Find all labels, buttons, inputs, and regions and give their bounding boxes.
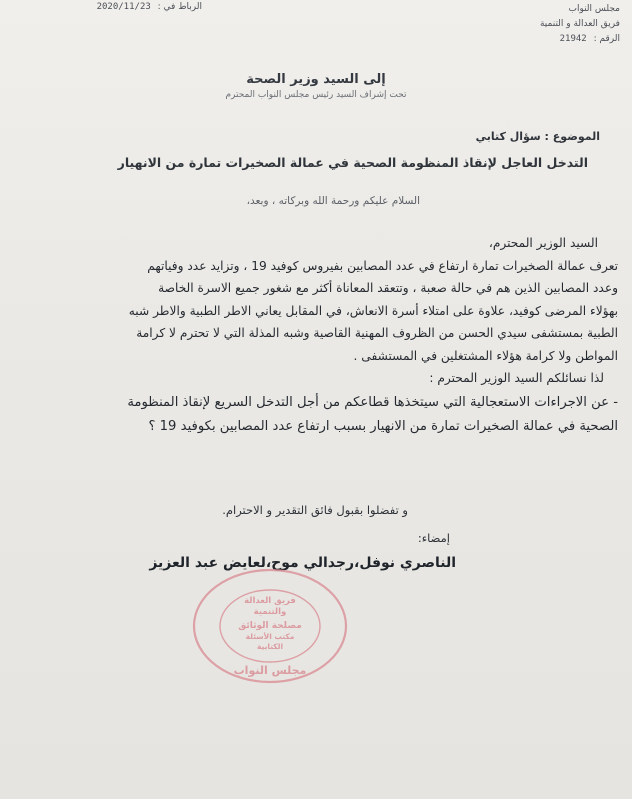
question-line: الصحية في عمالة الصخيرات تمارة من الانهيار بسبب ارتفاع عدد المصابين بكوفيد 19 ؟ <box>148 418 618 434</box>
parliament-stamp <box>190 566 350 686</box>
institution-name: مجلس النواب <box>568 4 620 14</box>
letter-date: 2020/11/23 <box>96 2 151 12</box>
group-name: فريق العدالة و التنمية <box>539 19 620 29</box>
city-label: الرباط في : <box>157 2 202 12</box>
stamp-line: فريق العدالة <box>244 596 296 606</box>
body-line: المواطن ولا كرامة هؤلاء المشتغلين في المستشفى . <box>353 348 618 363</box>
stamp-line: مكتب الأسئلة <box>245 632 295 641</box>
subject-label: الموضوع : سؤال كتابي <box>475 130 600 143</box>
stamp-line: مصلحة الوثائق <box>238 621 302 631</box>
signatories: الناصري نوفل،رجدالي موح،لعايض عبد العزيز <box>149 555 456 571</box>
recipient-block <box>0 72 632 100</box>
recipient-title: إلى السيد وزير الصحة <box>246 72 386 87</box>
reference-label: الرقم : <box>593 34 620 44</box>
closing-formula: و تفضلوا بقبول فائق التقدير و الاحترام. <box>222 503 408 517</box>
signature-label: إمضاء: <box>417 531 450 545</box>
body-line: الطبية بمستشفى سيدي الحسن من الظروف المهنية القاصية وشبه المذلة التي لا تحترم لا كرامة <box>136 326 618 340</box>
reference-line <box>480 32 620 47</box>
stamp-line: الكتابية <box>256 642 284 651</box>
stamp-line: والتنمية <box>253 607 287 617</box>
body-line: تعرف عمالة الصخيرات تمارة ارتفاع في عدد المصابين بفيروس كوفيد 19 ، وتزايد عدد وفياتهم <box>147 258 618 273</box>
question-intro: لذا نسائلكم السيد الوزير المحترم : <box>429 371 604 385</box>
reference-number: 21942 <box>559 34 587 44</box>
greeting: السلام عليكم ورحمة الله وبركاته ، وبعد، <box>246 195 420 207</box>
salutation: السيد الوزير المحترم، <box>488 236 598 250</box>
letter-body <box>18 232 618 438</box>
body-line: وعدد المصابين الذين هم في حالة صعبة ، وتتعقد المعاناة أكثر مع شغور جميع الاسرة الخاصة <box>158 281 618 295</box>
subject-title: التدخل العاجل لإنقاذ المنظومة الصحية في عمالة الصخيرات تمارة من الانهيار <box>117 155 588 170</box>
body-line: بهؤلاء المرضى كوفيد، علاوة على امتلاء أسرة الانعاش، في المقابل يعاني الاطر الطبية والاطر شبه <box>128 303 618 318</box>
recipient-via: تحت إشراف السيد رئيس مجلس النواب المحترم <box>225 90 407 100</box>
date-line <box>92 2 202 12</box>
letterhead <box>480 2 620 47</box>
stamp-ring-text: مجلس النواب <box>233 664 307 677</box>
question-line: - عن الاجراءات الاستعجالية التي سيتخذها قطاعكم من أجل التدخل السريع لإنقاذ المنظومة <box>127 394 618 410</box>
